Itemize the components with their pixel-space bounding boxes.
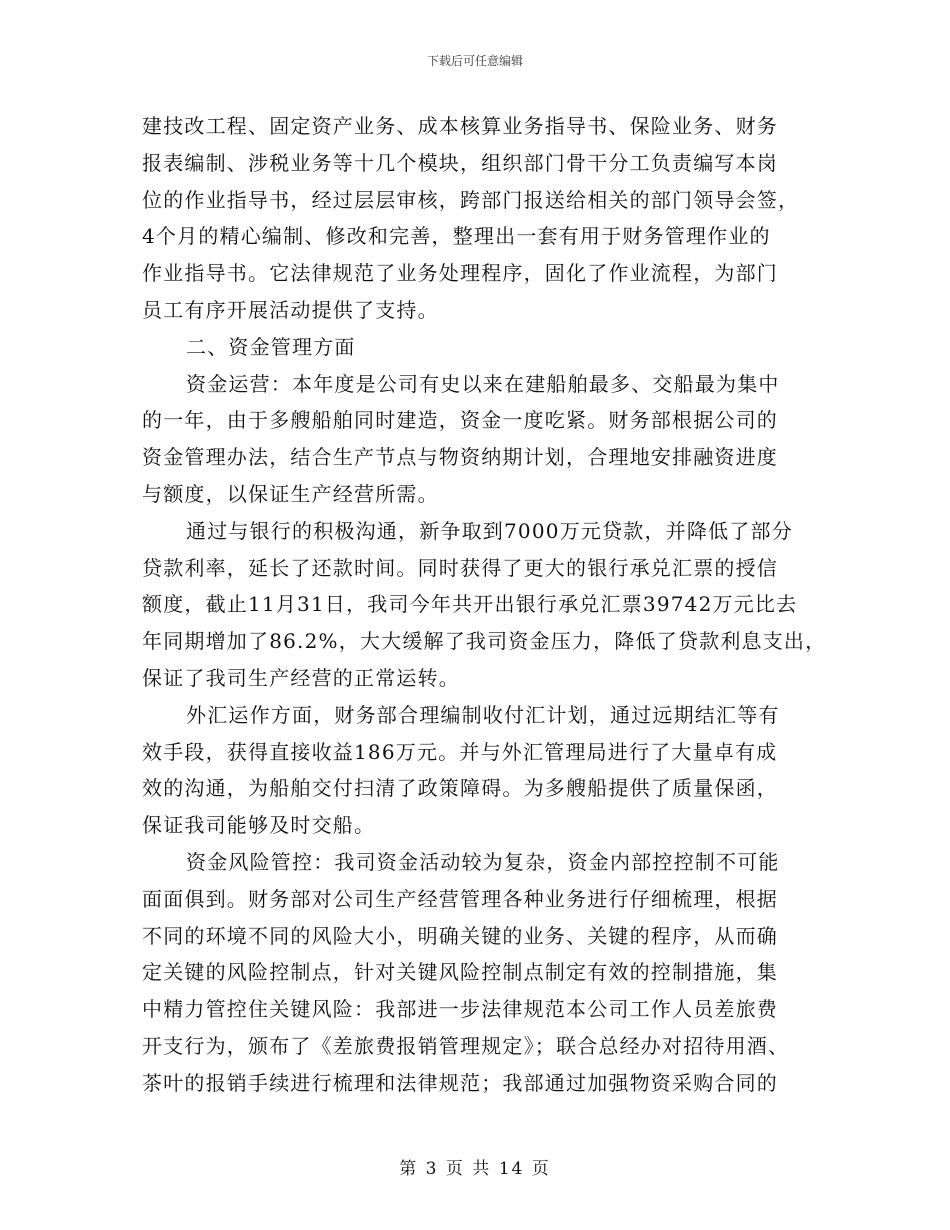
body-line: 资金风险管控：我司资金活动较为复杂，资金内部控控制不可能 bbox=[186, 849, 780, 874]
section-heading: 二、资金管理方面 bbox=[186, 334, 356, 359]
body-line: 保证了我司生产经营的正常运转。 bbox=[142, 665, 460, 690]
body-line: 位的作业指导书，经过层层审核，跨部门报送给相关的部门领导会签， bbox=[142, 187, 800, 212]
page-header: 下载后可任意编辑 bbox=[426, 54, 523, 68]
body-line: 效手段，获得直接收益186万元。并与外汇管理局进行了大量卓有成 bbox=[142, 739, 778, 764]
body-line: 作业指导书。它法律规范了业务处理程序，固化了作业流程，为部门 bbox=[142, 261, 778, 286]
body-line: 额度，截止11月31日，我司今年共开出银行承兑汇票39742万元比去 bbox=[142, 592, 798, 617]
body-line: 报表编制、涉税业务等十几个模块，组织部门骨干分工负责编写本岗 bbox=[142, 150, 778, 175]
body-line: 通过与银行的积极沟通，新争取到7000万元贷款，并降低了部分 bbox=[186, 518, 793, 543]
body-line: 员工有序开展活动提供了支持。 bbox=[142, 297, 439, 322]
body-line: 保证我司能够及时交船。 bbox=[142, 813, 376, 838]
body-line: 的一年，由于多艘船舶同时建造，资金一度吃紧。财务部根据公司的 bbox=[142, 408, 778, 433]
body-line: 开支行为，颁布了《差旅费报销管理规定》；联合总经办对招待用酒、 bbox=[142, 1033, 790, 1058]
body-line: 外汇运作方面，财务部合理编制收付汇计划，通过远期结汇等有 bbox=[186, 702, 780, 727]
body-line: 与额度，以保证生产经营所需。 bbox=[142, 481, 439, 506]
body-line: 贷款利率，延长了还款时间。同时获得了更大的银行承兑汇票的授信 bbox=[142, 555, 778, 580]
body-line: 资金运营：本年度是公司有史以来在建船舶最多、交船最为集中 bbox=[186, 371, 780, 396]
body-line: 建技改工程、固定资产业务、成本核算业务指导书、保险业务、财务 bbox=[142, 114, 778, 138]
document-body bbox=[142, 108, 832, 1102]
body-line: 不同的环境不同的风险大小，明确关键的业务、关键的程序，从而确 bbox=[142, 923, 778, 948]
body-line: 茶叶的报销手续进行梳理和法律规范；我部通过加强物资采购合同的 bbox=[142, 1070, 778, 1095]
body-line: 资金管理办法，结合生产节点与物资纳期计划，合理地安排融资进度 bbox=[142, 445, 778, 470]
page-number-footer: 第 3 页 共 14 页 bbox=[399, 1159, 551, 1179]
body-line: 面面俱到。财务部对公司生产经营管理各种业务进行仔细梳理，根据 bbox=[142, 886, 778, 911]
body-line: 年同期增加了86.2%，大大缓解了我司资金压力，降低了贷款利息支出， bbox=[142, 629, 827, 654]
body-line: 中精力管控住关键风险：我部进一步法律规范本公司工作人员差旅费 bbox=[142, 997, 778, 1022]
body-line: 效的沟通，为船舶交付扫清了政策障碍。为多艘船提供了质量保函， bbox=[142, 776, 778, 801]
body-line: 4个月的精心编制、修改和完善，整理出一套有用于财务管理作业的 bbox=[142, 224, 771, 249]
body-line: 定关键的风险控制点，针对关键风险控制点制定有效的控制措施，集 bbox=[142, 960, 778, 985]
